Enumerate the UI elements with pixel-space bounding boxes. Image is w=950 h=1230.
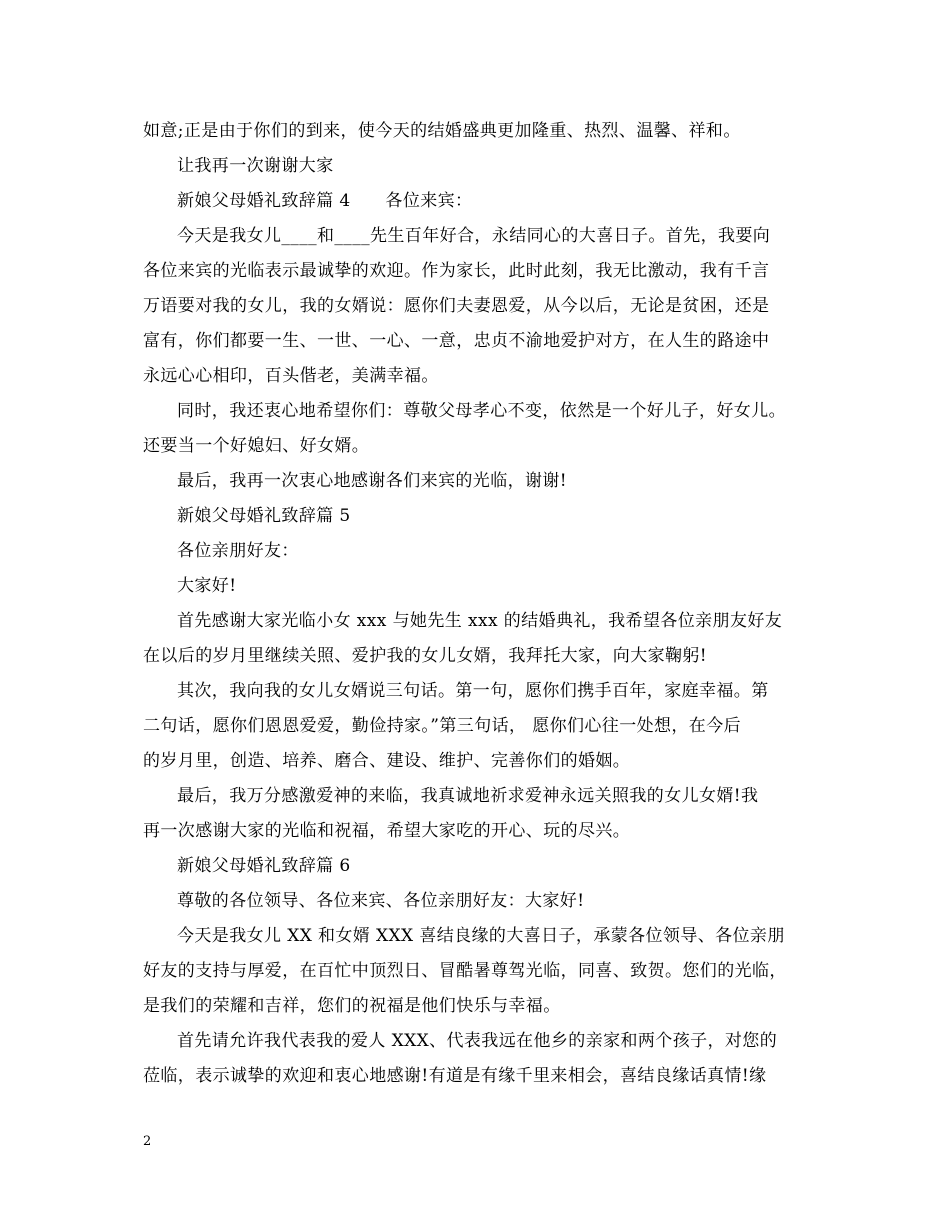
page-number: 2 [143,1134,152,1149]
text-line: 在以后的岁月里继续关照、爱护我的女儿女婿，我拜托大家，向大家鞠躬! [143,646,708,666]
text-line: 大家好! [177,576,237,596]
text-line: 二句话，愿你们恩恩爱爱，勤俭持家。”第三句话， 愿你们心往一处想，在今后 [143,716,741,736]
text-line: 富有，你们都要一生、一世、一心、一意，忠贞不渝地爱护对方，在人生的路途中 [143,331,770,351]
text-line: 同时，我还衷心地希望你们：尊敬父母孝心不变，依然是一个好儿子，好女儿。 [177,401,786,421]
text-line: 今天是我女儿 XX 和女婿 XXX 喜结良缘的大喜日子，承蒙各位领导、各位亲朋 [177,926,785,946]
text-line: 莅临，表示诚挚的欢迎和衷心地感谢!有道是有缘千里来相会，喜结良缘话真情!缘 [143,1066,767,1086]
section-heading: 新娘父母婚礼致辞篇 4 各位来宾： [177,191,473,211]
text-line: 万语要对我的女儿，我的女婿说：愿你们夫妻恩爱，从今以后，无论是贫困，还是 [143,296,770,316]
text-line: 如意;正是由于你们的到来，使今天的结婚盛典更加隆重、热烈、温馨、祥和。 [143,121,741,141]
text-line: 最后，我再一次衷心地感谢各们来宾的光临，谢谢! [177,471,568,491]
text-line: 各位亲朋好友： [177,541,299,561]
text-line: 永远心心相印，百头偕老，美满幸福。 [143,366,439,386]
text-line: 首先感谢大家光临小女 xxx 与她先生 xxx 的结婚典礼，我希望各位亲朋友好友 [177,611,783,631]
text-line: 是我们的荣耀和吉祥，您们的祝福是他们快乐与幸福。 [143,996,561,1016]
text-line: 首先请允许我代表我的爱人 XXX、代表我远在他乡的亲家和两个孩子，对您的 [177,1031,778,1051]
section-heading: 新娘父母婚礼致辞篇 6 [177,856,351,876]
text-line: 让我再一次谢谢大家 [177,156,334,176]
text-line: 再一次感谢大家的光临和祝福，希望大家吃的开心、玩的尽兴。 [143,821,631,841]
text-line: 尊敬的各位领导、各位来宾、各位亲朋好友：大家好! [177,891,585,911]
document-body [143,114,813,1094]
text-line: 其次，我向我的女儿女婿说三句话。第一句，愿你们携手百年，家庭幸福。第 [177,681,769,701]
text-line: 还要当一个好媳妇、好女婿。 [143,436,370,456]
section-heading: 新娘父母婚礼致辞篇 5 [177,506,351,526]
text-line: 最后，我万分感激爱神的来临，我真诚地祈求爱神永远关照我的女儿女婿!我 [177,786,759,806]
text-line: 的岁月里，创造、培养、磨合、建设、维护、完善你们的婚姻。 [143,751,631,771]
text-line: 今天是我女儿____和____先生百年好合，永结同心的大喜日子。首先，我要向 [177,226,771,246]
text-line: 好友的支持与厚爱，在百忙中顶烈日、冒酷暑尊驾光临，同喜、致贺。您们的光临， [143,961,787,981]
text-line: 各位来宾的光临表示最诚挚的欢迎。作为家长，此时此刻，我无比激动，我有千言 [143,261,770,281]
